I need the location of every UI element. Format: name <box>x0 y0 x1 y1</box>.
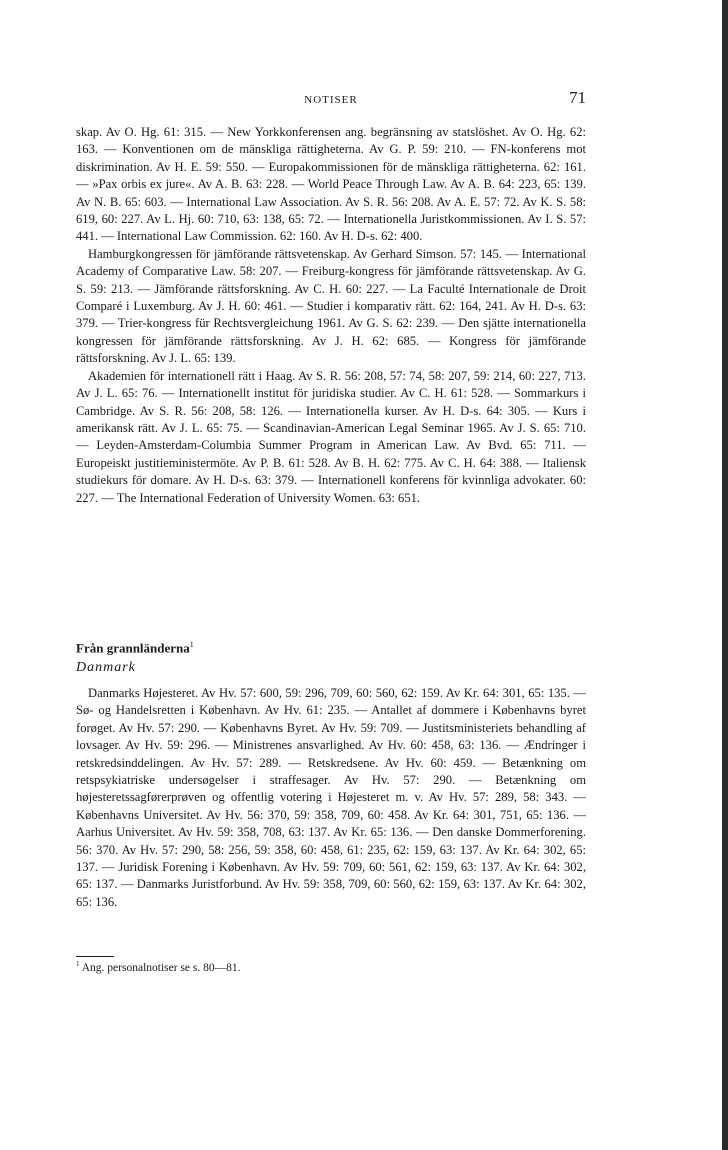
section-heading-text: Från grannländerna <box>76 640 190 656</box>
danmark-text-block <box>76 685 586 911</box>
footnote-marker: 1 <box>189 640 194 649</box>
page-edge <box>722 0 728 1150</box>
top-text-block <box>76 124 586 507</box>
subsection-heading: Danmark <box>76 660 136 675</box>
paragraph: Danmarks Højesteret. Av Hv. 57: 600, 59: 296, 709, 60: 560, 62: 159. Av Kr. 64: 301, 65: 135. — Sø- og Handelsretten i København. Av Hv. 61: 235. — Antallet af dommere i Københavns byret forøget. Av Hv. 57: 290. — Københavns Byret. Av Hv. 59: 709. — Justitsministeriets behandling af lovsager. Av Hv. 59: 296. — Ministrenes ansvarlighed. Av Hv. 60: 458, 63: 136. — Ændringer i retskredsinddelingen. Av Hv. 57: 289. — Retskredsene. Av Hv. 60: 459. — Betænkning om retspsykiatriske undersøgelser i straffesager. Av Hv. 57: 290. — Betænkning om højesteretssagførerprøven og offentlig votering i Højesteret m. v. Av Hv. 57: 289, 58: 343. — Københavns Universitet. Av Hv. 56: 370, 59: 358, 709, 60: 458. Av Kr. 64: 301, 751, 65: 136. — Aarhus Universitet. Av Hv. 59: 358, 708, 63: 137. Av Kr. 65: 136. — Den danske Dommerforening. 56: 370. Av Hv. 57: 290, 58: 256, 59: 358, 60: 458, 61: 235, 62: 159, 63: 137. Av Kr. 64: 302, 65: 137. — Juridisk Forening i København. Av Hv. 59: 709, 60: 561, 62: 159, 63: 137. Av Kr. 64: 302, 65: 137. — Danmarks Juristforbund. Av Hv. 59: 358, 709, 60: 560, 62: 159, 63: 137. Av Kr. 64: 302, 65: 136. <box>76 686 586 909</box>
running-head: NOTISER <box>304 94 358 106</box>
footnote-marker: 1 <box>76 960 80 968</box>
footnote <box>76 960 241 974</box>
paragraph: Hamburgkongressen för jämförande rättsvetenskap. Av Gerhard Simson. 57: 145. — International Academy of Comparative Law. 58: 207. — Freiburg-kongress för jämförande rättsvetenskap. Av G. S. 59: 213. — Jämförande rättsforskning. Av C. H. 60: 227. — La Faculté Internationale de Droit Comparé i Luxemburg. Av J. H. 60: 461. — Studier i komparativ rätt. 62: 164, 241. Av H. D-s. 63: 379. — Trier-kongress für Rechtsvergleichung 1961. Av G. S. 62: 239. — Den sjätte internationella kongressen för jämförande rättsforskning. Av J. H. 62: 685. — Kongress för jämförande rättsforskning. Av J. L. 65: 139. <box>76 246 586 366</box>
paragraph: skap. Av O. Hg. 61: 315. — New Yorkkonferensen ang. begränsning av statslöshet. Av O. Hg. 62: 163. — Konventionen om de mänskliga rättigheterna. Av G. P. 59: 210. — FN-konferens mot diskrimination. Av H. E. 59: 550. — Europakommissionen för de mänskliga rättigheterna. 62: 161. — »Pax orbis ex jure«. Av A. B. 63: 228. — World Peace Through Law. Av A. B. 64: 223, 65: 139. Av N. B. 65: 603. — International Law Association. Av S. R. 56: 208. Av A. E. 57: 72. Av K. S. 58: 619, 60: 227. Av L. Hj. 60: 710, 63: 138, 65: 72. — Internationella Juristkommissionen. Av I. S. 57: 441. — International Law Commission. 62: 160. Av H. D-s. 62: 400. <box>76 125 586 244</box>
footnote-text: Ang. personalnotiser se s. 80—81. <box>81 961 241 974</box>
footnote-rule <box>76 956 114 957</box>
page-number: 71 <box>569 88 586 107</box>
page-header <box>76 88 586 112</box>
paragraph: Akademien för internationell rätt i Haag. Av S. R. 56: 208, 57: 74, 58: 207, 59: 214, 60: 227, 713. Av J. L. 65: 76. — Internationellt institut för juridiska studier. Av C. H. 61: 528. — Sommarkurs i Cambridge. Av S. R. 56: 208, 58: 126. — Internationella kurser. Av H. D-s. 64: 305. — Kurs i amerikansk rätt. Av J. L. 65: 75. — Scandinavian-American Legal Seminar 1965. Av J. S. 65: 710. — Leyden-Amsterdam-Columbia Summer Program in American Law. Av Bvd. 65: 711. — Europeiskt justitieministermöte. Av P. B. 61: 528. Av B. H. 62: 775. Av C. H. 64: 388. — Italiensk studiekurs för domare. Av H. D-s. 63: 379. — Internationell konferens för kvinnliga advokater. 60: 227. — The International Federation of University Women. 63: 651. <box>76 368 586 505</box>
section-heading <box>76 640 194 656</box>
